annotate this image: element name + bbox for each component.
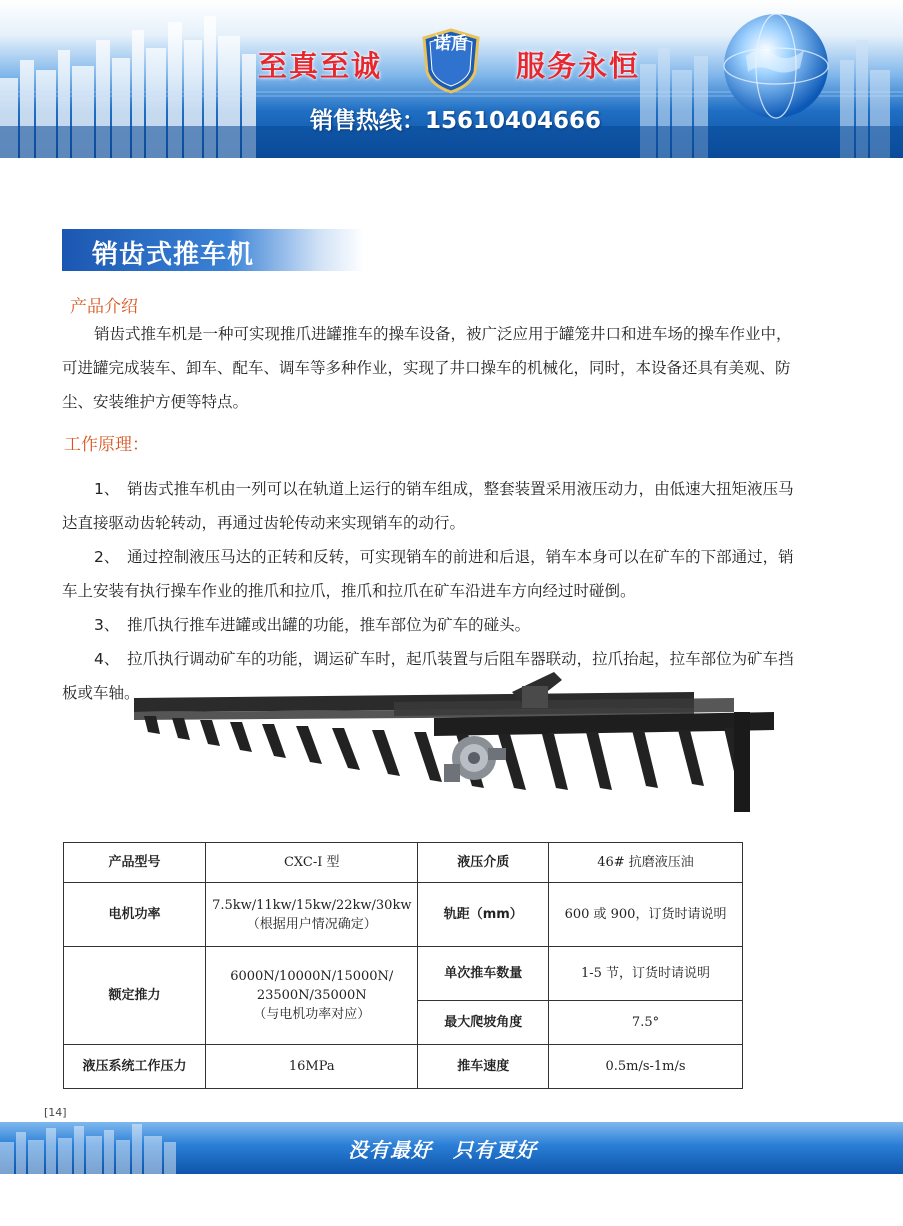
cell-line: 23500N/35000N — [256, 988, 367, 1003]
cell-label: 额定推力 — [64, 947, 206, 1045]
cell-value — [206, 947, 418, 1045]
cell-label: 液压介质 — [418, 843, 549, 883]
bottom-banner — [0, 1122, 903, 1174]
cell-value — [206, 883, 418, 947]
cell-value: 1-5 节，订货时请说明 — [549, 947, 743, 1001]
page-number: [14] — [44, 1106, 67, 1119]
badge-text: 诺盾 — [434, 34, 468, 54]
cell-line: 7.5kw/11kw/15kw/22kw/30kw — [212, 897, 412, 913]
footer-motto: 没有最好 只有更好 — [348, 1138, 537, 1162]
cell-line: （根据用户情况确定） — [246, 916, 377, 932]
principle-item: 1、 销齿式推车机由一列可以在轨道上运行的销车组成，整套装置采用液压动力，由低速大扭矩液压马达直接驱动齿轮转动，再通过齿轮传动来实现销车的动行。 — [62, 480, 794, 532]
sales-hotline: 销售热线：15610404666 — [310, 108, 602, 134]
principle-heading: 工作原理： — [64, 435, 149, 455]
principle-item: 4、 拉爪执行调动矿车的功能，调运矿车时，起爪装置与后阻车器联动，拉爪抬起，拉车部位为矿车挡板或车轴。 — [62, 650, 794, 702]
cell-label: 产品型号 — [64, 843, 206, 883]
cell-line: 6000N/10000N/15000N/ — [230, 969, 394, 984]
cell-label: 电机功率 — [64, 883, 206, 947]
table-row — [64, 883, 743, 947]
cell-value: 600 或 900，订货时请说明 — [549, 883, 743, 947]
intro-text: 销齿式推车机是一种可实现推爪进罐推车的操车设备，被广泛应用于罐笼井口和进车场的操车作业中，可进罐完成装车、卸车、配车、调车等多种作业，实现了井口操车的机械化，同时，本设备还具有美观、防尘、安装维护方便等特点。 — [62, 325, 792, 411]
cell-label: 单次推车数量 — [418, 947, 549, 1001]
slogan-right: 服务永恒 — [516, 49, 641, 83]
cell-value: 0.5m/s-1m/s — [549, 1045, 743, 1089]
cell-value: 46# 抗磨液压油 — [549, 843, 743, 883]
cell-label: 最大爬坡角度 — [418, 1001, 549, 1045]
cell-value: CXC-I 型 — [206, 843, 418, 883]
intro-heading: 产品介绍 — [70, 297, 138, 317]
principle-item: 2、 通过控制液压马达的正转和反转，可实现销车的前进和后退，销车本身可以在矿车的下部通过，销车上安装有执行操车作业的推爪和拉爪，推爪和拉爪在矿车沿进车方向经过时碰倒。 — [62, 548, 794, 600]
table-row — [64, 947, 743, 1001]
table-row — [64, 1045, 743, 1089]
globe-icon — [716, 6, 836, 126]
cell-label: 液压系统工作压力 — [64, 1045, 206, 1089]
pin-rack-pusher-illustration — [134, 672, 774, 832]
principle-item: 3、 推爪执行推车进罐或出罐的功能，推车部位为矿车的碰头。 — [94, 616, 531, 634]
cell-value: 16MPa — [206, 1045, 418, 1089]
table-row — [64, 843, 743, 883]
slogan-left: 至真至诚 — [258, 49, 383, 83]
hydraulic-motor-graphic — [444, 736, 506, 782]
top-banner — [0, 0, 903, 158]
section-title: 销齿式推车机 — [92, 240, 255, 270]
cell-label: 推车速度 — [418, 1045, 549, 1089]
section-title-bar — [62, 229, 364, 271]
spec-table — [63, 842, 743, 1089]
intro-paragraph — [62, 317, 802, 419]
cell-label: 轨距（mm） — [418, 883, 549, 947]
cell-value: 7.5° — [549, 1001, 743, 1045]
cell-line: （与电机功率对应） — [253, 1007, 371, 1022]
